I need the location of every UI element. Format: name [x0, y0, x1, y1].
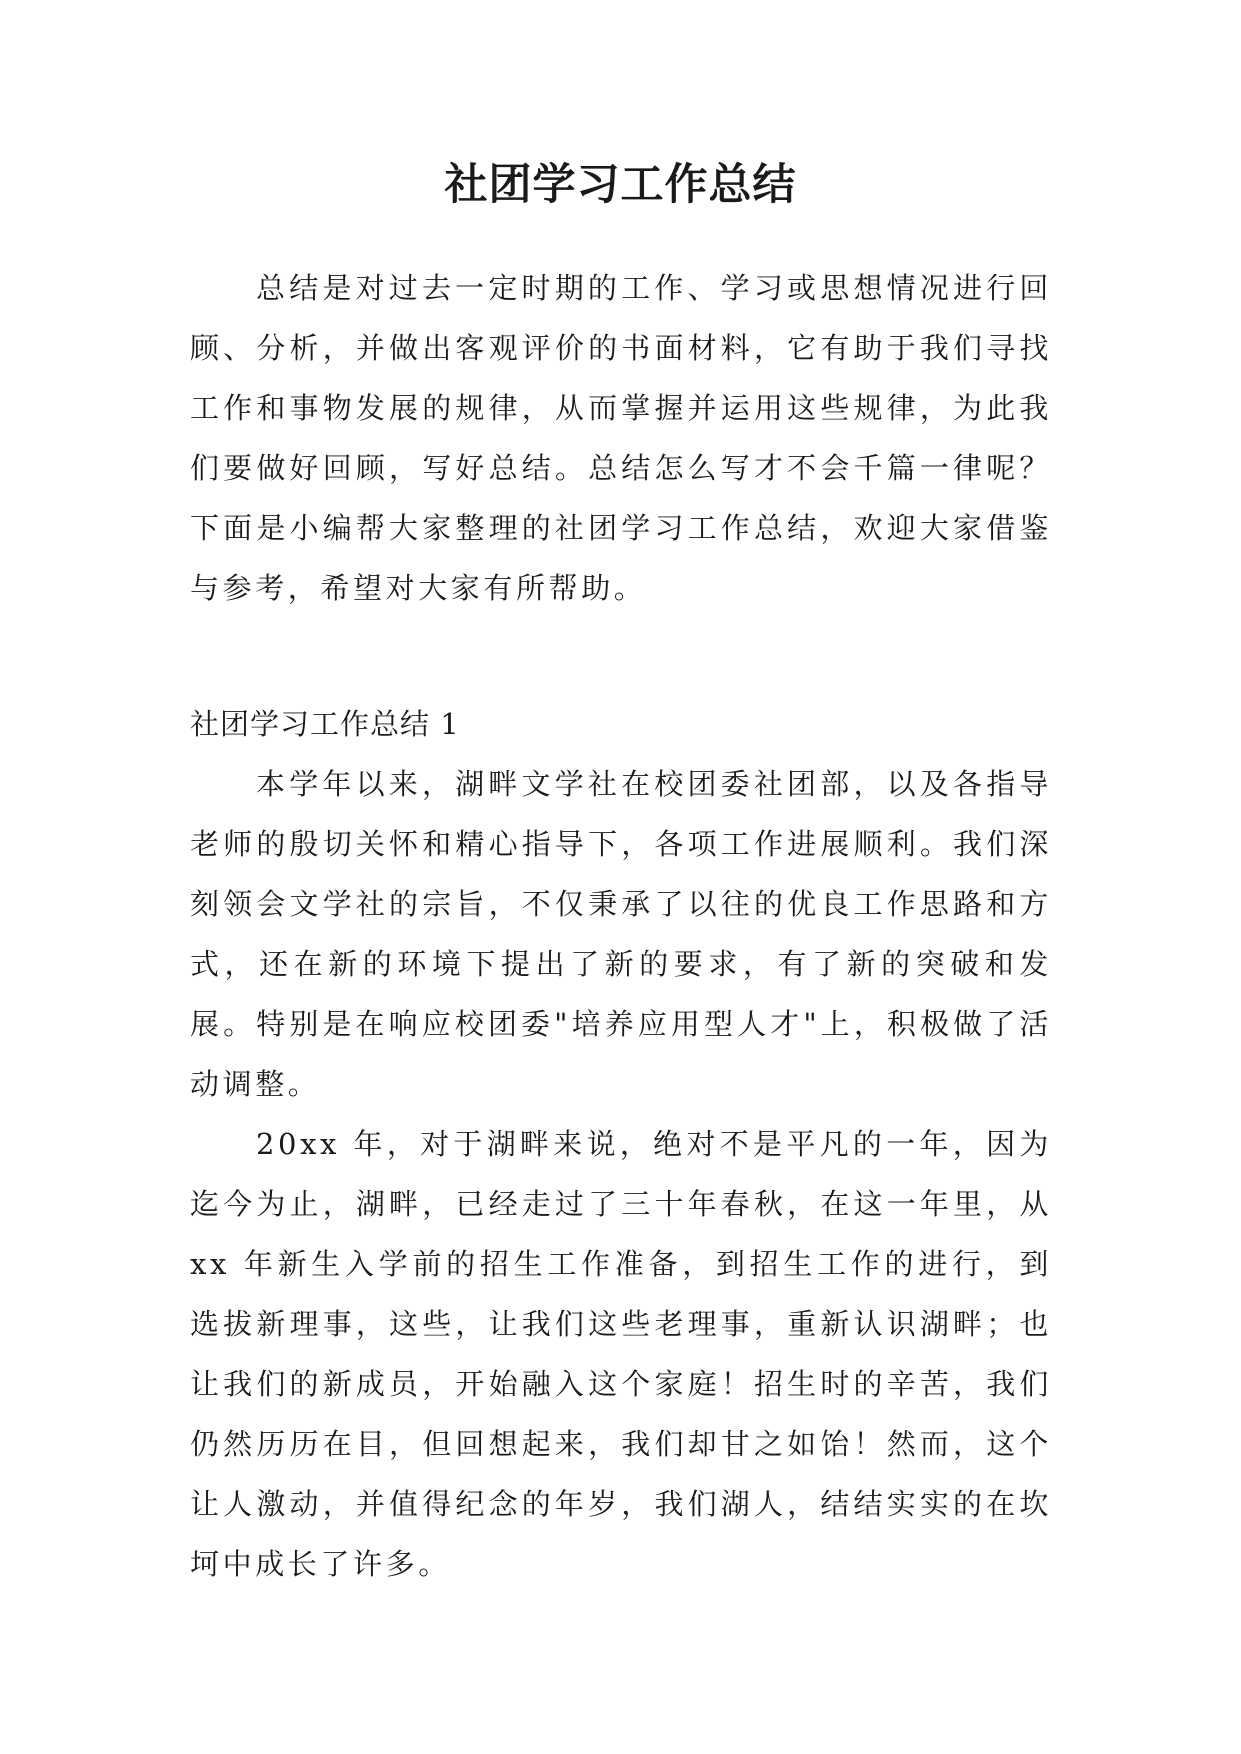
body-paragraph: 20xx 年，对于湖畔来说，绝对不是平凡的一年，因为迄今为止，湖畔，已经走过了三十年春秋，在这一年里，从 xx 年新生入学前的招生工作准备，到招生工作的进行，到选拔新理事，这些，让我们这些老理事，重新认识湖畔；也让我们的新成员，开始融入这个家庭！招生时的辛苦，我们仍然历历在目，但回想起来，我们却甘之如饴！然而，这个让人激动，并值得纪念的年岁，我们湖人，结结实实的在坎坷中成长了许多。	[190, 1127, 1052, 1581]
section-heading: 社团学习工作总结 1	[190, 707, 460, 741]
document-title: 社团学习工作总结	[444, 160, 797, 210]
body-paragraph: 本学年以来，湖畔文学社在校团委社团部，以及各指导老师的殷切关怀和精心指导下，各项工作进展顺利。我们深刻领会文学社的宗旨，不仅秉承了以往的优良工作思路和方式，还在新的环境下提出了新的要求，有了新的突破和发展。特别是在响应校团委"培养应用型人才"上，积极做了活动调整。	[190, 767, 1052, 1101]
intro-block	[190, 258, 1052, 618]
intro-paragraph: 总结是对过去一定时期的工作、学习或思想情况进行回顾、分析，并做出客观评价的书面材料，它有助于我们寻找工作和事物发展的规律，从而掌握并运用这些规律，为此我们要做好回顾，写好总结。总结怎么写才不会千篇一律呢？下面是小编帮大家整理的社团学习工作总结，欢迎大家借鉴与参考，希望对大家有所帮助。	[190, 271, 1052, 605]
section-1	[190, 694, 1052, 1594]
